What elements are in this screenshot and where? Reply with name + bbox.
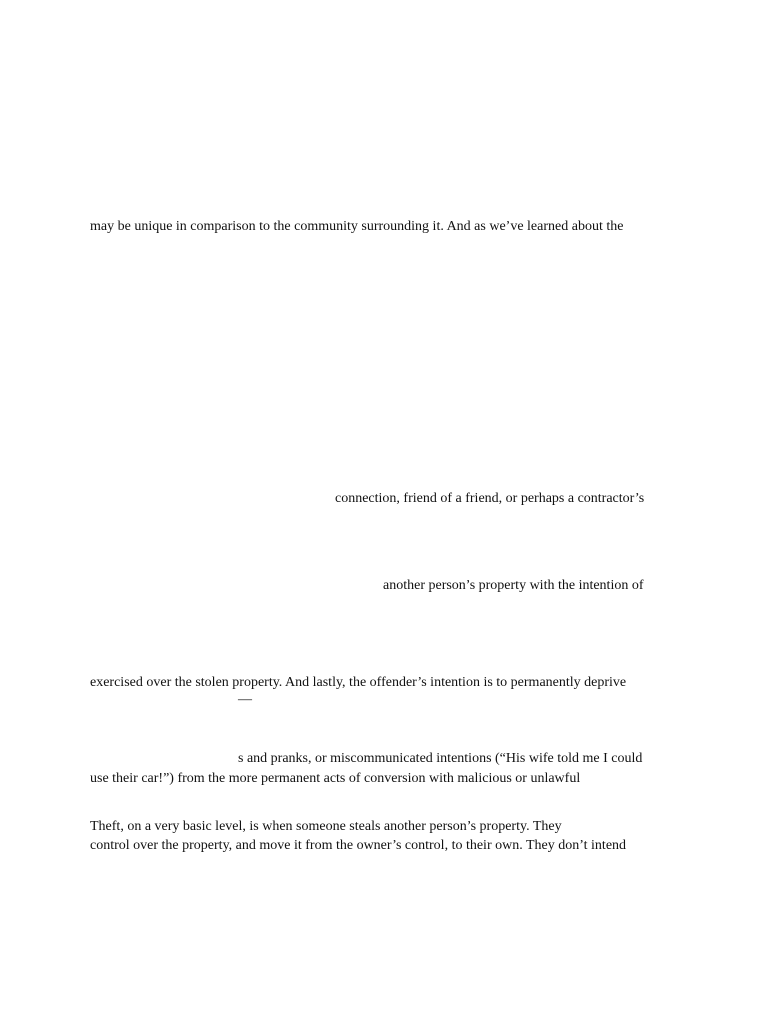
text-line-6: s and pranks, or miscommunicated intentions (“His wife told me I could [238, 751, 643, 766]
text-line-9: control over the property, and move it from the owner’s control, to their own. They don’t intend [90, 838, 627, 853]
text-line-4: exercised over the stolen property. And lastly, the offender’s intention is to permanently deprive [90, 675, 627, 690]
em-dash-fragment: — [238, 692, 252, 707]
text-line-2: connection, friend of a friend, or perhaps a contractor’s [335, 491, 645, 506]
text-line-8: Theft, on a very basic level, is when someone steals another person’s property. They [90, 819, 562, 834]
text-line-1: may be unique in comparison to the community surrounding it. And as we’ve learned about the [90, 219, 624, 234]
text-line-3: another person’s property with the intention of [383, 578, 644, 593]
text-line-7: use their car!”) from the more permanent acts of conversion with malicious or unlawful [90, 771, 581, 786]
